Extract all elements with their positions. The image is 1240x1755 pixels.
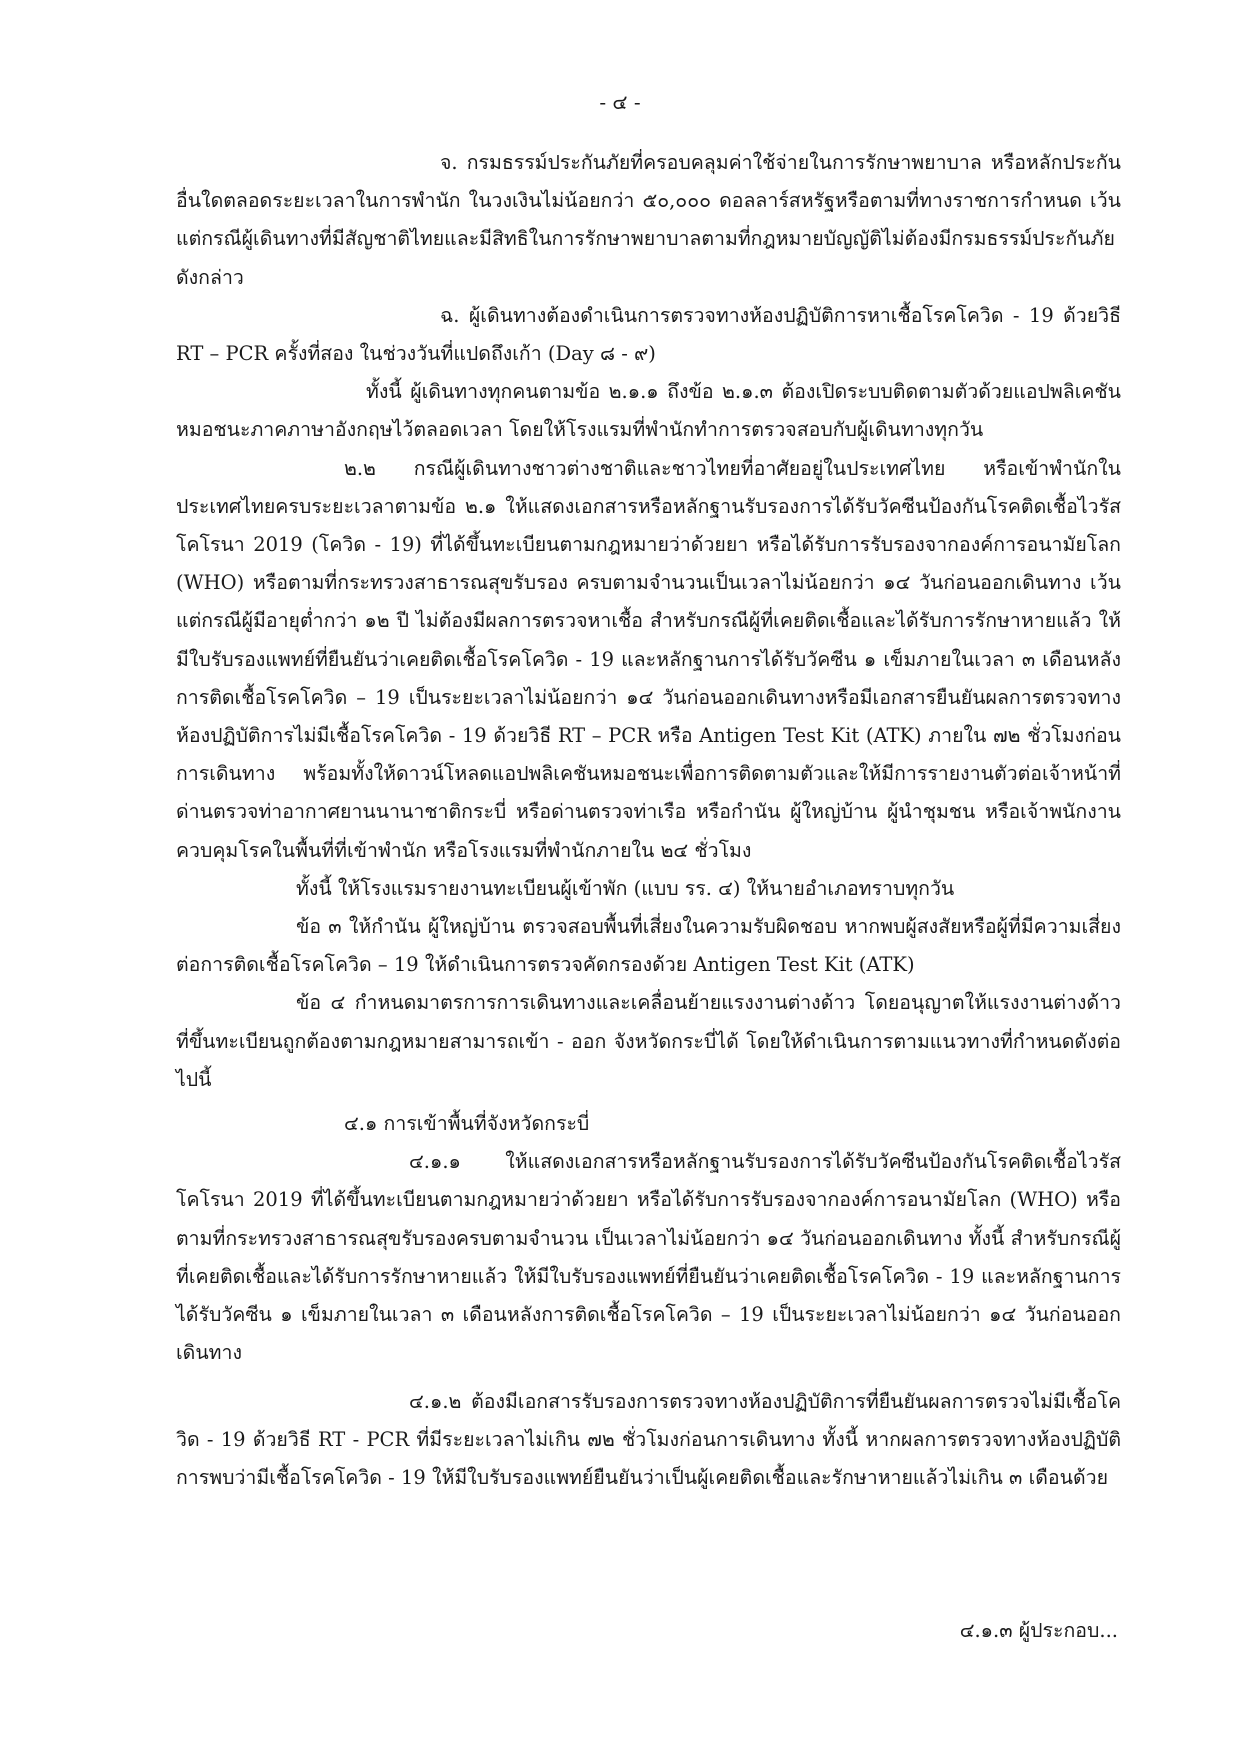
paragraph-section-4-1-2: ๔.๑.๒ ต้องมีเอกสารรับรองการตรวจทางห้องปฏิบัติการที่ยืนยันผลการตรวจไม่มีเชื้อโควิด - 19 ด้วยวิธี RT - PCR ที่มีระยะเวลาไม่เกิน ๗๒ ชั่วโมงก่อนการเดินทาง ทั้งนี้ หากผลการตรวจทางห้องปฏิบัติการพบว่ามีเชื้อโรคโควิด - 19 ให้มีใบรับรองแพทย์ยืนยันว่าเป็นผู้เคยติดเชื้อและรักษาหายแล้วไม่เกิน ๓ เดือนด้วย (176, 1389, 1121, 1489)
document-body (176, 144, 1121, 1497)
paragraph-section-4-1-1: ๔.๑.๑ ให้แสดงเอกสารหรือหลักฐานรับรองการได้รับวัคซีนป้องกันโรคติดเชื้อไวรัสโคโรนา 2019 ที่ได้ขึ้นทะเบียนตามกฎหมายว่าด้วยยา หรือได้รับการรับรองจากองค์การอนามัยโลก (WHO) หรือตามที่กระทรวงสาธารณสุขรับรองครบตามจำนวน เป็นเวลาไม่น้อยกว่า ๑๔ วันก่อนออกเดินทาง ทั้งนี้ สำหรับกรณีผู้ที่เคยติดเชื้อและได้รับการรักษาหายแล้ว ให้มีใบรับรองแพทย์ที่ยืนยันว่าเคยติดเชื้อโรคโควิด - 19 และหลักฐานการได้รับวัคซีน ๑ เข็มภายในเวลา ๓ เดือนหลังการติดเชื้อโรคโควิด – 19 เป็นระยะเวลาไม่น้อยกว่า ๑๔ วันก่อนออกเดินทาง (176, 1150, 1121, 1365)
paragraph-insurance: จ. กรมธรรม์ประกันภัยที่ครอบคลุมค่าใช้จ่ายในการรักษาพยาบาล หรือหลักประกันอื่นใดตลอดระยะเวลาในการพำนัก ในวงเงินไม่น้อยกว่า ๕๐,๐๐๐ ดอลลาร์สหรัฐหรือตามที่ทางราชการกำหนด เว้นแต่กรณีผู้เดินทางที่มีสัญชาติไทยและมีสิทธิในการรักษาพยาบาลตามที่กฎหมายบัญญัติไม่ต้องมีกรมธรรม์ประกันภัยดังกล่าว (176, 151, 1121, 289)
paragraph-second-rt-pcr: ฉ. ผู้เดินทางต้องดำเนินการตรวจทางห้องปฏิบัติการหาเชื้อโรคโควิด - 19 ด้วยวิธี RT – PCR ครั้งที่สอง ในช่วงวันที่แปดถึงเก้า (Day ๘ - ๙) (176, 303, 1121, 366)
paragraph-hotel-report: ทั้งนี้ ให้โรงแรมรายงานทะเบียนผู้เข้าพัก (แบบ รร. ๔) ให้นายอำเภอทราบทุกวัน (296, 876, 955, 900)
page-number: - ๔ - (599, 90, 641, 114)
paragraph-mor-chana-app: ทั้งนี้ ผู้เดินทางทุกคนตามข้อ ๒.๑.๑ ถึงข้อ ๒.๑.๓ ต้องเปิดระบบติดตามตัวด้วยแอปพลิเคชันหมอชนะภาคภาษาอังกฤษไว้ตลอดเวลา โดยให้โรงแรมที่พำนักทำการตรวจสอบกับผู้เดินทางทุกวัน (176, 380, 1121, 442)
paragraph-article-3: ข้อ ๓ ให้กำนัน ผู้ใหญ่บ้าน ตรวจสอบพื้นที่เสี่ยงในความรับผิดชอบ หากพบผู้สงสัยหรือผู้ที่มีความเสี่ยงต่อการติดเชื้อโรคโควิด – 19 ให้ดำเนินการตรวจคัดกรองด้วย Antigen Test Kit (ATK) (176, 915, 1121, 977)
paragraph-article-4: ข้อ ๔ กำหนดมาตรการการเดินทางและเคลื่อนย้ายแรงงานต่างด้าว โดยอนุญาตให้แรงงานต่างด้าวที่ขึ้นทะเบียนถูกต้องตามกฎหมายสามารถเข้า - ออก จังหวัดกระบี่ได้ โดยให้ดำเนินการตามแนวทางที่กำหนดดังต่อไปนี้ (176, 991, 1121, 1091)
heading-section-4-1: ๔.๑ การเข้าพื้นที่จังหวัดกระบี่ (344, 1112, 590, 1136)
paragraph-section-2-2: ๒.๒ กรณีผู้เดินทางชาวต่างชาติและชาวไทยที่อาศัยอยู่ในประเทศไทย หรือเข้าพำนักในประเทศไทยครบระยะเวลาตามข้อ ๒.๑ ให้แสดงเอกสารหรือหลักฐานรับรองการได้รับวัคซีนป้องกันโรคติดเชื้อไวรัสโคโรนา 2019 (โควิด - 19) ที่ได้ขึ้นทะเบียนตามกฎหมายว่าด้วยยา หรือได้รับการรับรองจากองค์การอนามัยโลก (WHO) หรือตามที่กระทรวงสาธารณสุขรับรอง ครบตามจำนวนเป็นเวลาไม่น้อยกว่า ๑๔ วันก่อนออกเดินทาง เว้นแต่กรณีผู้มีอายุต่ำกว่า ๑๒ ปี ไม่ต้องมีผลการตรวจหาเชื้อ สำหรับกรณีผู้ที่เคยติดเชื้อและได้รับการรักษาหายแล้ว ให้มีใบรับรองแพทย์ที่ยืนยันว่าเคยติดเชื้อโรคโควิด - 19 และหลักฐานการได้รับวัคซีน ๑ เข็มภายในเวลา ๓ เดือนหลังการติดเชื้อโรคโควิด – 19 เป็นระยะเวลาไม่น้อยกว่า ๑๔ วันก่อนออกเดินทางหรือมีเอกสารยืนยันผลการตรวจทางห้องปฏิบัติการไม่มีเชื้อโรคโควิด - 19 ด้วยวิธี RT – PCR หรือ Antigen Test Kit (ATK) ภายใน ๗๒ ชั่วโมงก่อนการเดินทาง พร้อมทั้งให้ดาวน์โหลดแอปพลิเคชันหมอชนะเพื่อการติดตามตัวและให้มีการรายงานตัวต่อเจ้าหน้าที่ด่านตรวจท่าอากาศยานนานาชาติกระบี่ หรือด่านตรวจท่าเรือ หรือกำนัน ผู้ใหญ่บ้าน ผู้นำชุมชน หรือเจ้าพนักงานควบคุมโรคในพื้นที่ที่เข้าพำนัก หรือโรงแรมที่พำนักภายใน ๒๔ ชั่วโมง (176, 456, 1121, 862)
continuation-reference: ๔.๑.๓ ผู้ประกอบ... (959, 1619, 1118, 1642)
